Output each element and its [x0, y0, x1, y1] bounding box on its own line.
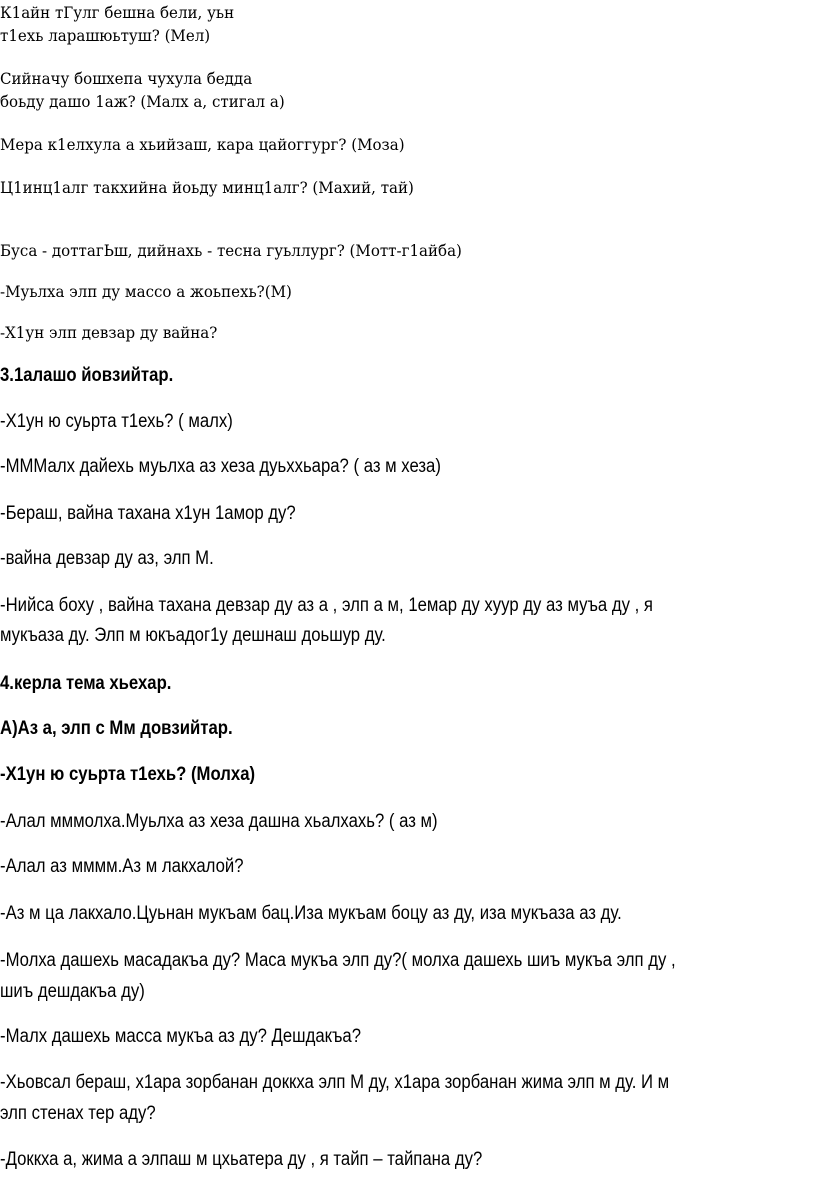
text-line: -Хьовсал бераш, х1ара зорбанан доккха элп М ду, х1ара зорбанан жима элп м ду. И м	[0, 1072, 670, 1093]
text-line: -Молха дашехь масадакъа ду? Маса мукъа элп ду?( молха дашехь шиъ мукъа элп ду ,	[0, 950, 676, 971]
riddle-line: т1ехь ларашюьтуш? (Мел)	[0, 27, 211, 45]
text-line: -Доккха а, жима а элпаш м цхьатера ду , я тайп – тайпана ду?	[0, 1149, 483, 1170]
riddle-line: Сийначу бошхепа чухула бедда	[0, 70, 253, 88]
riddle-line: -Х1ун элп девзар ду вайна?	[0, 324, 218, 342]
riddle-line: Буса - доттагЬш, дийнахь - тесна гуьллург? (Мотт-г1айба)	[0, 242, 462, 260]
section-question: -Х1ун ю суьрта т1ехь? (Молха)	[0, 764, 256, 785]
riddle-line: Мера к1елхула а хьийзаш, кара цайоггург? (Моза)	[0, 136, 405, 154]
text-line: -Нийса боху , вайна тахана девзар ду аз а , элп а м, 1емар ду хуур ду аз муъа ду , я	[0, 595, 653, 616]
riddle-line: К1айн тГулг бешна бели, уьн	[0, 4, 235, 22]
section-subheading: А)Аз а, элп с Мм довзийтар.	[0, 718, 233, 739]
text-line: шиъ дешдакъа ду)	[0, 981, 145, 1002]
riddle-line: боьду дашо 1аж? (Малх а, стигал а)	[0, 93, 285, 111]
text-line: -Алал аз мммм.Аз м лакхалой?	[0, 856, 244, 877]
text-line: -МММалх дайехь муьлха аз хеза дуьххьара? ( аз м хеза)	[0, 456, 441, 477]
text-line: мукъаза ду. Элп м юкъадог1у дешнаш доьшур ду.	[0, 625, 386, 646]
text-line: -Алал мммолха.Муьлха аз хеза дашна хьалхахь? ( аз м)	[0, 811, 438, 832]
section-heading: 4.керла тема хьехар.	[0, 673, 172, 694]
section-heading: 3.1алашо йовзийтар.	[0, 365, 174, 386]
riddle-line: Ц1инц1алг такхийна йоьду минц1алг? (Махий, тай)	[0, 179, 414, 197]
riddle-line: -Муьлха элп ду массо а жоьпехь?(М)	[0, 283, 292, 301]
text-line: -вайна девзар ду аз, элп М.	[0, 548, 214, 569]
text-line: -Бераш, вайна тахана х1ун 1амор ду?	[0, 503, 296, 524]
text-line: элп стенах тер аду?	[0, 1103, 156, 1124]
text-line: -Малх дашехь масса мукъа аз ду? Дешдакъа?	[0, 1026, 362, 1047]
text-line: -Аз м ца лакхало.Цуьнан мукъам бац.Иза мукъам боцу аз ду, иза мукъаза аз ду.	[0, 903, 622, 924]
text-line: -Х1ун ю суьрта т1ехь? ( малх)	[0, 411, 233, 432]
